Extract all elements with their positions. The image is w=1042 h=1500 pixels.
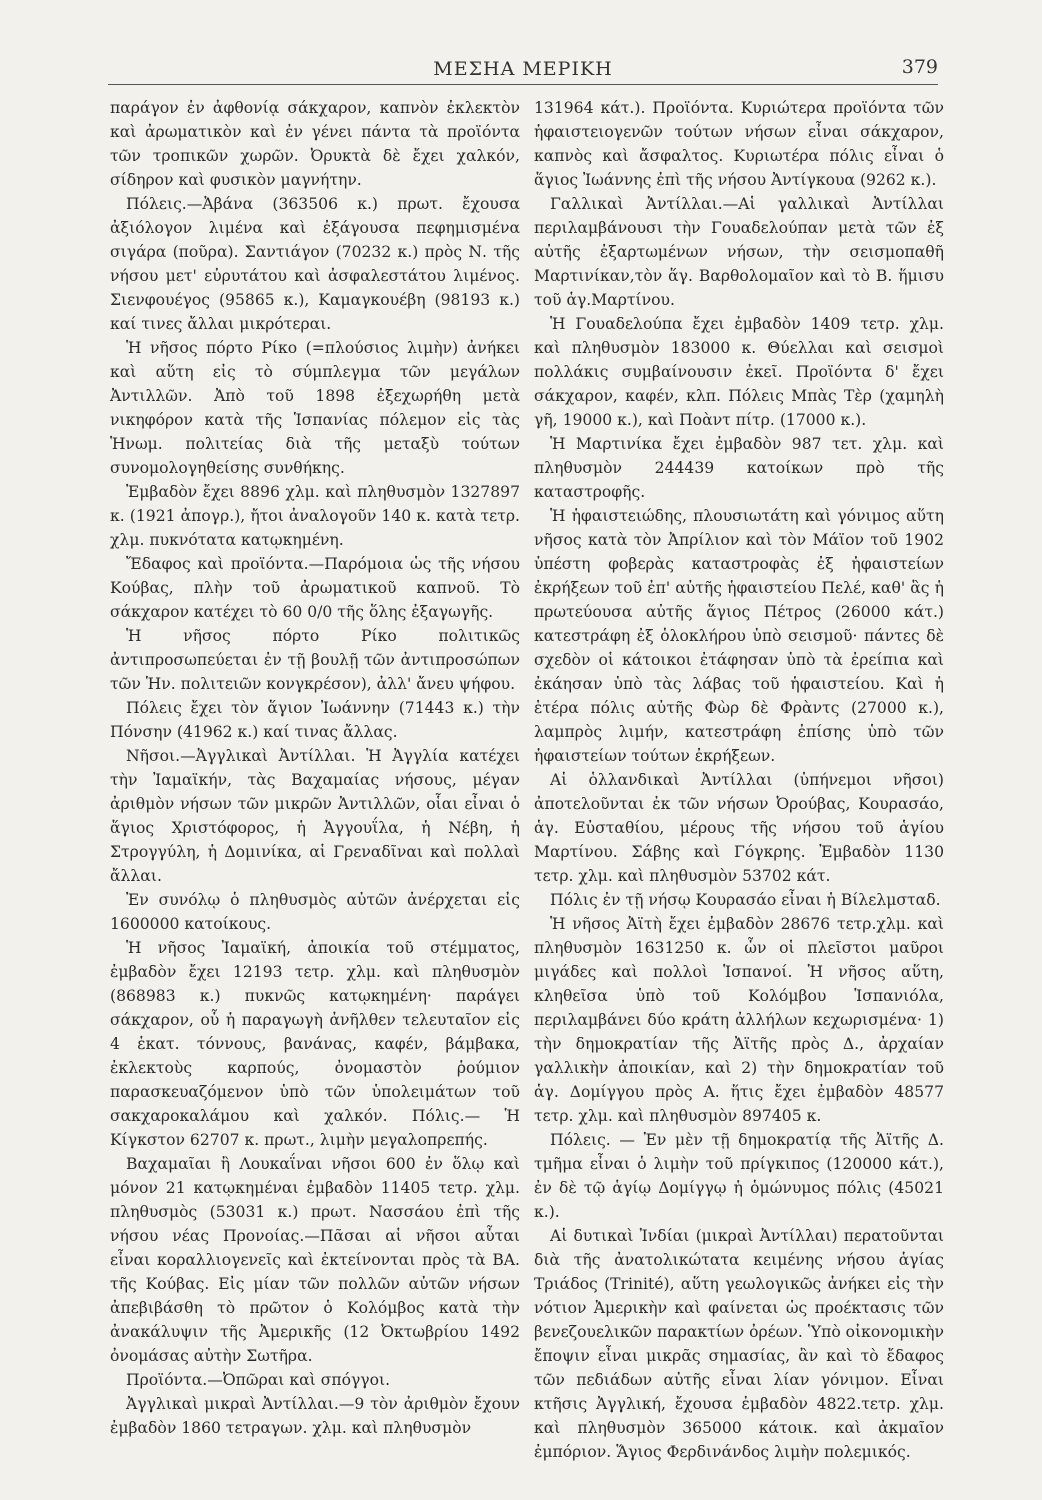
paragraph: Ἐμβαδὸν ἔχει 8896 χλμ. καὶ πληθυσμὸν 1327897 κ. (1921 ἀπογρ.), ἤτοι ἀναλογοῦν 140 κ. κατὰ τετρ. χλμ. πυκνότατα κατῳκημένη. <box>110 483 520 549</box>
paragraph: Ἡ ἡφαιστειώδης, πλουσιωτάτη καὶ γόνιμος αὕτη νῆσος κατὰ τὸν Ἀπρίλιον καὶ τὸν Μάϊον τοῦ 1902 ὑπέστη φοβερὰς καταστροφὰς ἐξ ἡφαιστείων ἐκρήξεων τοῦ ἐπ' αὐτῆς ἡφαιστείου Πελέ, καθ' ἃς ἡ πρωτεύουσα αὐτῆς ἅγιος Πέτρος (26000 κάτ.) κατεστράφη ἐξ ὁλοκλήρου ὑπὸ σεισμοῦ· πάντες δὲ σχεδὸν οἱ κάτοικοι ἐτάφησαν ὑπὸ τὰ ἐρείπια καὶ ἐκάησαν ὑπὸ τὰς λάβας τοῦ ἡφαιστείου. Καὶ ἡ ἑτέρα πόλις αὐτῆς Φὼρ δὲ Φρὰντς (27000 κ.), λαμπρὸς λιμήν, κατεστράφη ἐπίσης ὑπὸ τῶν ἡφαιστείων τούτων ἐκρήξεων. <box>534 507 944 765</box>
paragraph: Ἀγγλικαὶ μικραὶ Ἀντίλλαι.—9 τὸν ἀριθμὸν ἔχουν ἐμβαδὸν 1860 τετραγων. χλμ. καὶ πληθυσμὸν <box>110 1395 520 1437</box>
paragraph: Αἱ δυτικαὶ Ἰνδίαι (μικραὶ Ἀντίλλαι) περατοῦνται διὰ τῆς ἀνατολικώτατα κειμένης νήσου ἁγίας Τριάδος (Trinité), αὕτη γεωλογικῶς ἀνήκει εἰς τὴν νότιον Ἀμερικὴν καὶ φαίνεται ὡς προέκτασις τῶν βενεζουελικῶν παρακτίων ὀρέων. Ὑπὸ οἰκονομικὴν ἔποψιν εἶναι μικρᾶς σημασίας, ἂν καὶ τὸ ἔδαφος τῶν πεδιάδων αὐτῆς εἶναι λίαν γόνιμον. Εἶναι κτῆσις Ἀγγλική, ἔχουσα ἐμβαδὸν 4822.τετρ. χλμ. καὶ πληθυσμὸν 365000 κάτοικ. καὶ ἀκμαῖον ἐμπόριον. Ἅγιος Φερδινάνδος λιμὴν πολεμικός. <box>534 1227 944 1461</box>
paragraph: παράγον ἐν ἀφθονίᾳ σάκχαρον, καπνὸν ἐκλεκτὸν καὶ ἀρωματικὸν καὶ ἐν γένει πάντα τὰ προϊόντα τῶν τροπικῶν χωρῶν. Ὀρυκτὰ δὲ ἔχει χαλκόν, σίδηρον καὶ φυσικὸν μαγνήτην. <box>110 99 520 189</box>
paragraph: Ἡ νῆσος Ἀϊτὴ ἔχει ἐμβαδὸν 28676 τετρ.χλμ. καὶ πληθυσμὸν 1631250 κ. ὧν οἱ πλεῖστοι μαῦροι μιγάδες καὶ πολλοὶ Ἱσπανοί. Ἡ νῆσος αὕτη, κληθεῖσα ὑπὸ τοῦ Κολόμβου Ἱσπανιόλα, περιλαμβάνει δύο κράτη ἀλλήλων κεχωρισμένα· 1) τὴν δημοκρατίαν τῆς Ἀϊτῆς πρὸς Δ., ἀρχαίαν γαλλικὴν ἀποικίαν, καὶ 2) τὴν δημοκρατίαν τοῦ ἁγ. Δομίγγου πρὸς Α. ἥτις ἔχει ἐμβαδὸν 48577 τετρ. χλμ. καὶ πληθυσμὸν 897405 κ. <box>534 915 944 1125</box>
paragraph: Ἔδαφος καὶ προϊόντα.—Παρόμοια ὡς τῆς νήσου Κούβας, πλὴν τοῦ ἀρωματικοῦ καπνοῦ. Τὸ σάκχαρον κατέχει τὸ 60 0/0 τῆς ὅλης ἐξαγωγῆς. <box>110 555 520 621</box>
paragraph: 131964 κάτ.). Προϊόντα. Κυριώτερα προϊόντα τῶν ἡφαιστειογενῶν τούτων νήσων εἶναι σάκχαρον, καπνὸς καὶ ἄσφαλτος. Κυριωτέρα πόλις εἶναι ὁ ἅγιος Ἰωάννης ἐπὶ τῆς νήσου Ἀντίγκουα (9262 κ.). <box>534 99 944 189</box>
paragraph: Ἡ νῆσος πόρτο Ρίκο (=πλούσιος λιμὴν) ἀνήκει καὶ αὕτη εἰς τὸ σύμπλεγμα τῶν μεγάλων Ἀντιλλῶν. Ἀπὸ τοῦ 1898 ἐξεχωρήθη μετὰ νικηφόρον κατὰ τῆς Ἱσπανίας πόλεμον εἰς τὰς Ἡνωμ. πολιτείας διὰ τῆς μεταξὺ τούτων συνομολογηθείσης συνθήκης. <box>110 339 520 477</box>
left-column <box>110 96 520 1440</box>
paragraph: Πόλις ἐν τῇ νήσῳ Κουρασάο εἶναι ἡ Βίλελμσταδ. <box>550 891 941 909</box>
paragraph: Γαλλικαὶ Ἀντίλλαι.—Αἱ γαλλικαὶ Ἀντίλλαι περιλαμβάνουσι τὴν Γουαδελούπαν μετὰ τῶν ἐξ αὐτῆς ἐξαρτωμένων νήσων, τὴν σεισμοπαθῆ Μαρτινίκαν,τὸν ἅγ. Βαρθολομαῖον καὶ τὸ Β. ἥμισυ τοῦ ἁγ.Μαρτίνου. <box>534 195 944 309</box>
paragraph: Ἡ νῆσος πόρτο Ρίκο πολιτικῶς ἀντιπροσωπεύεται ἐν τῇ βουλῇ τῶν ἀντιπροσώπων τῶν Ἡν. πολιτειῶν κονγκρέσον), ἀλλ' ἄνευ ψήφου. <box>110 627 520 693</box>
paragraph: Ἐν συνόλῳ ὁ πληθυσμὸς αὐτῶν ἀνέρχεται εἰς 1600000 κατοίκους. <box>110 891 520 933</box>
running-title: ΜΕΣΗΑ ΜΕΡΙΚΗ <box>433 58 613 80</box>
paragraph: Πόλεις. — Ἐν μὲν τῇ δημοκρατίᾳ τῆς Ἀϊτῆς Δ. τμῆμα εἶναι ὁ λιμὴν τοῦ πρίγκιπος (120000 κάτ.), ἐν δὲ τῷ ἁγίῳ Δομίγγῳ ἡ ὁμώνυμος πόλις (45021 κ.). <box>534 1131 944 1221</box>
paragraph: Προϊόντα.—Ὀπῶραι καὶ σπόγγοι. <box>126 1371 391 1389</box>
paragraph: Ἡ Γουαδελούπα ἔχει ἐμβαδὸν 1409 τετρ. χλμ. καὶ πληθυσμὸν 183000 κ. Θύελλαι καὶ σεισμοὶ πολλάκις συμβαίνουσιν ἐκεῖ. Προϊόντα δ' ἔχει σάκχαρον, καφέν, κλπ. Πόλεις Μπὰς Τὲρ (χαμηλὴ γῆ, 19000 κ.), καὶ Ποὰντ πίτρ. (17000 κ.). <box>534 315 944 429</box>
paragraph: Νῆσοι.—Ἀγγλικαὶ Ἀντίλλαι. Ἡ Ἀγγλία κατέχει τὴν Ἰαμαϊκήν, τὰς Βαχαμαίας νήσους, μέγαν ἀριθμὸν νήσων τῶν μικρῶν Ἀντιλλῶν, οἷαι εἶναι ὁ ἅγιος Χριστόφορος, ἡ Ἀγγουΐλα, ἡ Νέβη, ἡ Στρογγύλη, ἡ Δομινίκα, αἱ Γρεναδῖναι καὶ πολλαὶ ἄλλαι. <box>110 747 520 885</box>
paragraph: Ἡ Μαρτινίκα ἔχει ἐμβαδὸν 987 τετ. χλμ. καὶ πληθυσμὸν 244439 κατοίκων πρὸ τῆς καταστροφῆς. <box>534 435 944 501</box>
paragraph: Πόλεις ἔχει τὸν ἅγιον Ἰωάννην (71443 κ.) τὴν Πόνσην (41962 κ.) καί τινας ἄλλας. <box>110 699 520 741</box>
paragraph: Ἡ νῆσος Ἰαμαϊκή, ἀποικία τοῦ στέμματος, ἐμβαδὸν ἔχει 12193 τετρ. χλμ. καὶ πληθυσμὸν (868983 κ.) πυκνῶς κατῳκημένη· παράγει σάκχαρον, οὗ ἡ παραγωγὴ ἀνῆλθεν τελευταῖον εἰς 4 ἑκατ. τόννους, βανάνας, καφέν, βάμβακα, ἐκλεκτοὺς καρπούς, ὀνομαστὸν ῥούμιον παρασκευαζόμενον ὑπὸ τῶν ὑπολειμάτων τοῦ σακχαροκαλάμου καὶ χαλκόν. Πόλις.— Ἡ Κίγκστον 62707 κ. πρωτ., λιμὴν μεγαλοπρεπής. <box>110 939 520 1149</box>
paragraph: Βαχαμαῖαι ἢ Λουκαΐναι νῆσοι 600 ἐν ὅλῳ καὶ μόνον 21 κατῳκημέναι ἐμβαδὸν 11405 τετρ. χλμ. πληθυσμὸς (53031 κ.) πρωτ. Νασσάου ἐπὶ τῆς νήσου νέας Προνοίας.—Πᾶσαι αἱ νῆσοι αὗται εἶναι κοραλλιογενεῖς καὶ ἐκτείνονται πρὸς τὰ ΒΑ. τῆς Κούβας. Εἰς μίαν τῶν πολλῶν αὐτῶν νήσων ἀπεβιβάσθη τὸ πρῶτον ὁ Κολόμβος κατὰ τὴν ἀνακάλυψιν τῆς Ἀμερικῆς (12 Ὀκτωβρίου 1492 ὀνομάσας αὐτὴν Σωτῆρα. <box>110 1155 520 1365</box>
paragraph: Πόλεις.—Ἀβάνα (363506 κ.) πρωτ. ἔχουσα ἀξιόλογον λιμένα καὶ ἐξάγουσα πεφημισμένα σιγάρα (ποῦρα). Σαντιάγον (70232 κ.) πρὸς Ν. τῆς νήσου μετ' εὐρυτάτου καὶ ἀσφαλεστάτου λιμένος. Σιενφουέγος (95865 κ.), Καμαγκουέβη (98193 κ.) καί τινες ἄλλαι μικρότεραι. <box>110 195 520 333</box>
paragraph: Αἱ ὁλλανδικαὶ Ἀντίλλαι (ὑπήνεμοι νῆσοι) ἀποτελοῦνται ἐκ τῶν νήσων Ὀρούβας, Κουρασάο, ἁγ. Εὐσταθίου, μέρους τῆς νήσου τοῦ ἁγίου Μαρτίνου. Σάβης καὶ Γόγκρης. Ἐμβαδὸν 1130 τετρ. χλμ. καὶ πληθυσμὸν 53702 κάτ. <box>534 771 944 885</box>
page-number: 379 <box>901 56 938 78</box>
right-column <box>534 96 944 1464</box>
page-header <box>108 56 938 85</box>
